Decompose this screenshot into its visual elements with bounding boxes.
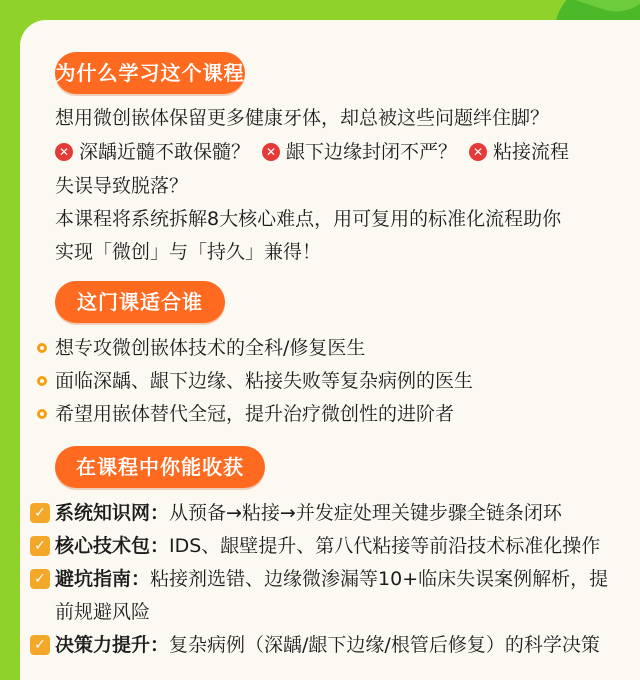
section-title-gains: 在课程中你能收获 — [55, 446, 265, 488]
checkbox-icon: ✓ — [30, 503, 50, 523]
why-problems — [55, 135, 569, 169]
gain-label: 决策力提升： — [55, 634, 170, 656]
why-intro: 想用微创嵌体保留更多健康牙体，却总被这些问题绊住脚？ — [55, 107, 550, 129]
error-x-icon: ✕ — [262, 143, 280, 161]
checkbox-icon: ✓ — [30, 635, 50, 655]
why-problem-cont: 失误导致脱落？ — [55, 175, 189, 197]
gain-item — [55, 496, 562, 530]
error-x-icon: ✕ — [469, 143, 487, 161]
gain-item — [55, 628, 600, 662]
gain-text: 粘接剂选错、边缘微渗漏等10+临床失误案例解析，提 — [150, 568, 609, 590]
gain-text: 从预备→粘接→并发症处理关键步骤全链条闭环 — [169, 502, 562, 524]
gain-text-cont: 前规避风险 — [55, 601, 151, 623]
gain-item — [55, 562, 608, 596]
why-summary-1: 本课程将系统拆解8大核心难点，用可复用的标准化流程助你 — [55, 208, 562, 230]
bullet-icon — [37, 343, 47, 353]
section-title-why: 为什么学习这个课程 — [55, 52, 245, 94]
audience-item: 希望用嵌体替代全冠，提升治疗微创性的进阶者 — [55, 403, 455, 425]
bullet-icon — [37, 376, 47, 386]
gain-text: IDS、龈壁提升、第八代粘接等前沿技术标准化操作 — [169, 535, 601, 557]
problem-1: 深龋近髓不敢保髓？ — [79, 141, 251, 163]
checkbox-icon: ✓ — [30, 536, 50, 556]
problem-2: 龈下边缘封闭不严？ — [286, 141, 458, 163]
gain-text: 复杂病例（深龋/龈下边缘/根管后修复）的科学决策 — [169, 634, 600, 656]
why-summary-2: 实现「微创」与「持久」兼得！ — [55, 241, 322, 263]
audience-item: 想专攻微创嵌体技术的全科/修复医生 — [55, 337, 366, 359]
problem-3: 粘接流程 — [493, 141, 570, 163]
section-title-audience: 这门课适合谁 — [55, 281, 225, 323]
checkbox-icon: ✓ — [30, 569, 50, 589]
bullet-icon — [37, 409, 47, 419]
error-x-icon: ✕ — [55, 143, 73, 161]
gain-label: 避坑指南： — [55, 568, 151, 590]
gain-label: 核心技术包： — [55, 535, 170, 557]
gain-label: 系统知识网： — [55, 502, 170, 524]
audience-item: 面临深龋、龈下边缘、粘接失败等复杂病例的医生 — [55, 370, 474, 392]
gain-item — [55, 529, 600, 563]
